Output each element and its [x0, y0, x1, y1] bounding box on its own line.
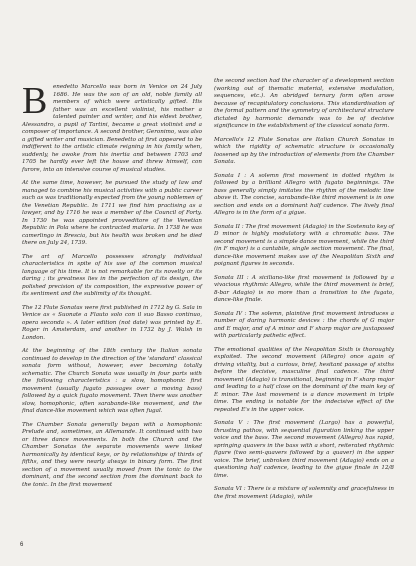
paragraph-1 — [22, 80, 202, 174]
paragraph-5: At the beginning of the 18th century the Italian sonata continued to develop in the direction of the 'standard' classical sonata form without, however, ever becoming totally schematic. The Church Sonata was usually in four parts with the following characteristics : a slow, homophonic first movement (usually fugato passages over a moving bass) followed by a quick fugato movement. Then there was another slow, homophonic, often sarabande-like movement, and the final dance-like movement which was often fugal. — [22, 348, 202, 414]
paragraph-1-text: enedetto Marcello was born in Venice on 24 July 1686. He was the son of an old, noble family all members of which were artistically gifted. His father was an excellent violinist, his mother a talented painter and writer, and his eldest brother, Alessandro, a pupil of Tartini, became a great violinist and a composer of importance. A second brother, Geronimo, was also a gifted writer and musician. Benedetto at first appeared to be indifferent to the artistic climate reigning in his family when, suddenly, he awoke from his inertia and between 1703 and 1705 he hardly ever left the house and threw himself, con furore, into an intensive course of musical studies. — [22, 84, 202, 173]
paragraph-6: The Chamber Sonata generally began with a homophonic Prelude and, sometimes, an Allemande. It continued with two or three dance movements. In both the Church and the Chamber Sonatas the separate movements were linked harmonically by identical keys, or by relationships of thirds of fifths, and they were nearly always in binary form. The first section of a movement usually moved from the tonic to the dominant, and the second section from the dominant back to the tonic. In the first movement — [22, 421, 202, 488]
left-column — [22, 80, 202, 495]
paragraph-9: Sonata I : A solemn first movement in dotted rhythm is followed by a brilliant Allegro with fugato beginnings. The bass generally simply imitates the rhythm of the melodic line above it. The concise, sarabande-like third movement is in one section and ends on a dominant half cadence. The lively final Allegro is in the form of a gigue. — [214, 172, 394, 216]
right-column — [214, 78, 394, 507]
paragraph-10: Sonata II : The first movement (Adagio) in the Sostenuto key of D minor is highly modulatory with a chromatic bass. The second movement is a simple dance movement, while the third (in F major) is a cantabile, single section movement. The final, dance-like movement makes use of the Neapolitan Sixth and poignant figures in seconds. — [214, 223, 394, 267]
drop-cap: B — [22, 80, 48, 122]
paragraph-3: The art of Marcello possesses strongly individual characteristics in spite of his use of the common musical language of his time. It is not remarkable for its novelty or its daring ; its greatness lies in the perfection of its design, the polished precision of its composition, the expressive power of its sentiment and the sublimity of its thought. — [22, 253, 202, 297]
paragraph-7: the second section had the character of a development section (working out of thematic material, extensive modulation, sequences, etc.). An abridged ternary form often arose because of recapitulatory conclusions. This standardisation of the formal pattern and the symmetry of architectural structure dictated by harmonic demands was to be of decisive significance in the establishment of the classical sonata form. — [214, 78, 394, 129]
paragraph-11: Sonata III : A siciliano-like first movement is followed by a vivacious rhythmic Allegro, while the third movement is brief, 8-bar Adagio) is no more than a transition to the fugato, dance-like finale. — [214, 274, 394, 303]
page-number: 6 — [20, 542, 24, 548]
paragraph-8: Marcello's 12 Flute Sonatas are Italian Church Sonatas in which the rigidity of schematic structure is occasionally loosened up by the introduction of elements from the Chamber Sonata. — [214, 136, 394, 165]
paragraph-13: The emotional qualities of the Neapolitan Sixth is thoroughly exploited. The second movement (Allegro) once again of driving vitality, but a curious, brief, hesitant passage of sixths before the decisive, masculine final cadence. The third movement (Adagio) is transitional, beginning in F sharp major and leading to a half close on the dominant of the main key of E minor. The last movement is a dance movement in triple time. The ending is notable for the indecisive effect of the repeated E's in the upper voice. — [214, 346, 394, 413]
paragraph-12: Sonata IV : The solemn, plaintive first movement introduces a number of daring harmonic devices : the chords of G major and E major, and of A minor and F sharp major are juxtaposed with particularly pathetic effect. — [214, 310, 394, 339]
paragraph-15: Sonata VI : There is a mixture of solemnity and gracefulness in the first movement (Adagio), while — [214, 486, 394, 500]
paragraph-2: At the same time, however, he pursued the study of law and managed to combine his musical activities with a public career such as was traditionally expected from the young noblemen of the Venetian Republic. In 1711 we find him practising as a lawyer, and by 1716 he was a member of the Council of Forty. In 1730 he was appointed provveditore of the Venetian Republic in Pola where he contracted malaria. In 1738 he was camerlingo in Brescia, but his health was broken and he died there on July 24, 1739. — [22, 180, 202, 246]
paragraph-14: Sonata V : The first movement (Largo) has a powerful, thrusting pathos, with sequential figuration linking the upper voice and the bass. The second movement (Allegro) has rapid, springing quavers in the bass with a short, reiterated rhythmic figure (two semi-quavers followed by a quaver) in the upper voice. The brief, unbroken third movement (Adagio) ends on a questioning half cadence, leading to the gigue finale in 12/8 time. — [214, 420, 394, 479]
paragraph-4: The 12 Flute Sonatas were first published in 1712 by G. Sala in Venice as « Suonate a Flauto solo con il suo Basso continuo, opera seconda ». A later edition (not date) was printed by E. Roger in Amsterdam, and another in 1732 by J. Walsh in London. — [22, 304, 202, 341]
